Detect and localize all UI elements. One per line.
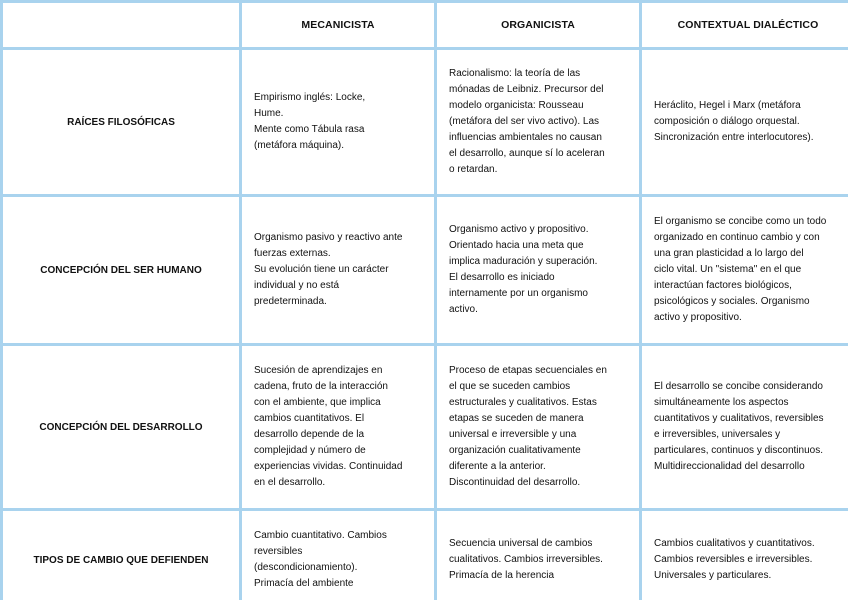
table-cell — [242, 50, 434, 194]
table-cell — [437, 197, 639, 343]
cell-text: Cambio cuantitativo. Cambios reversibles (descondicionamiento). Primacía del ambiente — [254, 530, 387, 589]
table-cell — [642, 50, 848, 194]
cell-text: Empirismo inglés: Locke, Hume. Mente como Tábula rasa (metáfora máquina). — [254, 92, 366, 151]
cell-text: Organismo pasivo y reactivo ante fuerzas externas. Su evolución tiene un carácter individual y no está predeterminada. — [254, 232, 403, 307]
table-cell — [642, 346, 848, 508]
cell-text: Proceso de etapas secuenciales en el que se suceden cambios estructurales y cualitativos. Estas etapas se suceden de manera universal e irreversible y una organización cualitativamente diferente a la anterior. Discontinuidad del desarrollo. — [449, 365, 607, 488]
table-cell — [242, 346, 434, 508]
row-header-tipos-de-cambio: TIPOS DE CAMBIO QUE DEFIENDEN — [3, 511, 239, 609]
table-corner — [3, 3, 239, 47]
cell-text: Cambios cualitativos y cuantitativos. Cambios reversibles e irreversibles. Universales y particulares. — [654, 538, 815, 581]
cell-text: El desarrollo se concibe considerando simultáneamente los aspectos cuantitativos y cualitativos, reversibles e irreversibles, universales y particulares, continuos y discontinuos. Multidireccionalidad del desarrollo — [654, 381, 824, 472]
table-cell — [242, 511, 434, 609]
table-cell — [242, 197, 434, 343]
cell-text: Racionalismo: la teoría de las mónadas de Leibniz. Precursor del modelo organicista: Rousseau (metáfora del ser vivo activo). Las influencias ambientales no causan el desarrollo, aunque sí lo aceleran o retardan. — [449, 68, 605, 175]
table-cell — [437, 346, 639, 508]
row-header-raices-filosoficas: RAÍCES FILOSÓFICAS — [3, 50, 239, 194]
table-cell — [642, 197, 848, 343]
cell-text: El organismo se concibe como un todo organizado en continuo cambio y con una gran plasticidad a lo largo del ciclo vital. Un "sistema" en el que interactúan factores biológicos, psicológicos y sociales. Organismo activo y propositivo. — [654, 216, 827, 323]
cell-text: Secuencia universal de cambios cualitativos. Cambios irreversibles. Primacía de la herencia — [449, 538, 603, 581]
cell-text: Heráclito, Hegel i Marx (metáfora composición o diálogo orquestal. Sincronización entre interlocutores). — [654, 100, 814, 143]
column-header-organicista: ORGANICISTA — [437, 3, 639, 47]
table-cell — [437, 511, 639, 609]
table-cell — [642, 511, 848, 609]
cell-text: Organismo activo y propositivo. Orientado hacia una meta que implica maduración y superación. El desarrollo es iniciado internamente por un organismo activo. — [449, 224, 598, 315]
table-cell — [437, 50, 639, 194]
column-header-contextual-dialectico: CONTEXTUAL DIALÉCTICO — [642, 3, 848, 47]
row-header-concepcion-ser-humano: CONCEPCIÓN DEL SER HUMANO — [3, 197, 239, 343]
column-header-mecanicista: MECANICISTA — [242, 3, 434, 47]
cell-text: Sucesión de aprendizajes en cadena, fruto de la interacción con el ambiente, que implica cambios cuantitativos. El desarrollo depende de la complejidad y número de experiencias vividas. Continuidad en el desarrollo. — [254, 365, 403, 488]
row-header-concepcion-desarrollo: CONCEPCIÓN DEL DESARROLLO — [3, 346, 239, 508]
